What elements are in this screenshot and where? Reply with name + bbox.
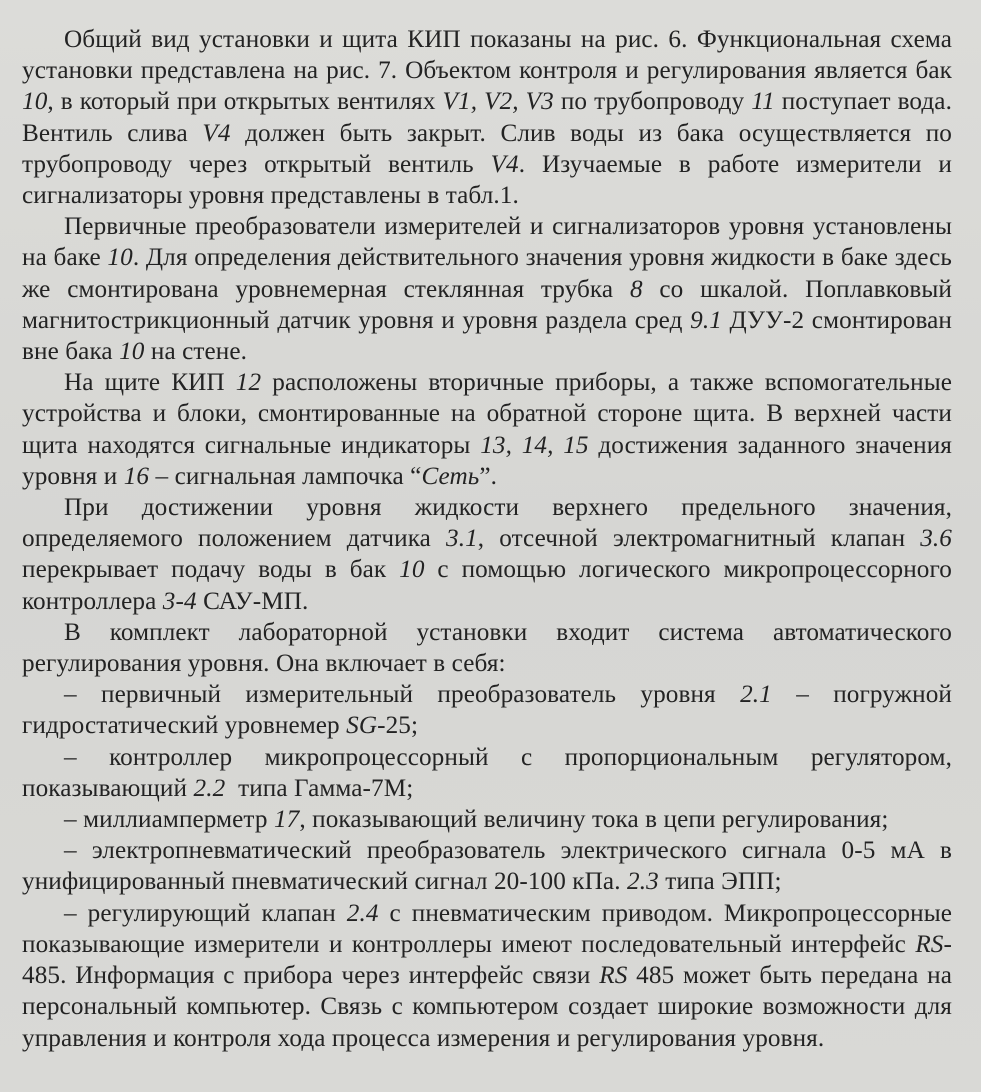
document-body [22, 24, 952, 1054]
paragraph-lab-set: В комплект лабораторной установки входит система автоматического регулирования уровня. Она включает в себя: [22, 618, 952, 678]
paragraph-primary-converters: Первичные преобразователи измерителей и сигнализаторов уровня установлены на баке 10. Для определения действительного значения уровня жидкости в баке здесь же смонтирована уровнемерная стеклянная трубка 8 со шкалой. Поплавковый магнитострикционный датчик уровня и уровня раздела сред 9.1 ДУУ-2 смонтирован вне бака 10 на стене. [22, 213, 953, 366]
paragraph-general-view: Общий вид установки и щита КИП показаны на рис. 6. Функциональная схема установки представлена на рис. 7. Объектом контроля и регулирования является бак 10, в который при открытых вентилях V1, V2, V3 по трубопроводу 11 поступает вода. Вентиль слива V4 должен быть закрыт. Слив воды из бака осуществляется по трубопроводу через открытый вентиль V4. Изучаемые в работе измерители и сигнализаторы уровня представлены в табл.1. [22, 26, 953, 210]
list-item-milliammeter: – миллиамперметр 17, показывающий величину тока в цепи регулирования; [64, 806, 889, 834]
list-item-control-valve: – регулирующий клапан 2.4 с пневматическим приводом. Микропроцессорные показывающие измерители и контроллеры имеют последовательный интерфейс RS-485. Информация с прибора через интерфейс связи RS 485 может быть передана на персональный компьютер. Связь с компьютером создает широкие возможности для управления и контроля хода процесса измерения и регулирования уровня. [22, 899, 952, 1052]
list-item-primary-converter: – первичный измерительный преобразователь уровня 2.1 – погружной гидростатический уровнемер SG-25; [22, 681, 952, 740]
paragraph-upper-limit: При достижении уровня жидкости верхнего предельного значения, определяемого положением датчика 3.1, отсечной электромагнитный клапан 3.6 перекрывает подачу воды в бак 10 с помощью логического микропроцессорного контроллера 3-4 САУ-МП. [22, 494, 953, 615]
list-item-controller: – контроллер микропроцессорный с пропорциональным регулятором, показывающий 2.2 типа Гамма-7М; [22, 743, 952, 802]
paragraph-control-panel: На щите КИП 12 расположены вторичные приборы, а также вспомогательные устройства и блоки, смонтированные на обратной стороне щита. В верхней части щита находятся сигнальные индикаторы 13, 14, 15 достижения заданного значения уровня и 16 – сигнальная лампочка “Сеть”. [22, 369, 953, 490]
list-item-electropneumatic-converter: – электропневматический преобразователь электрического сигнала 0-5 мА в унифицированный пневматический сигнал 20-100 кПа. 2.3 типа ЭПП; [22, 837, 952, 896]
